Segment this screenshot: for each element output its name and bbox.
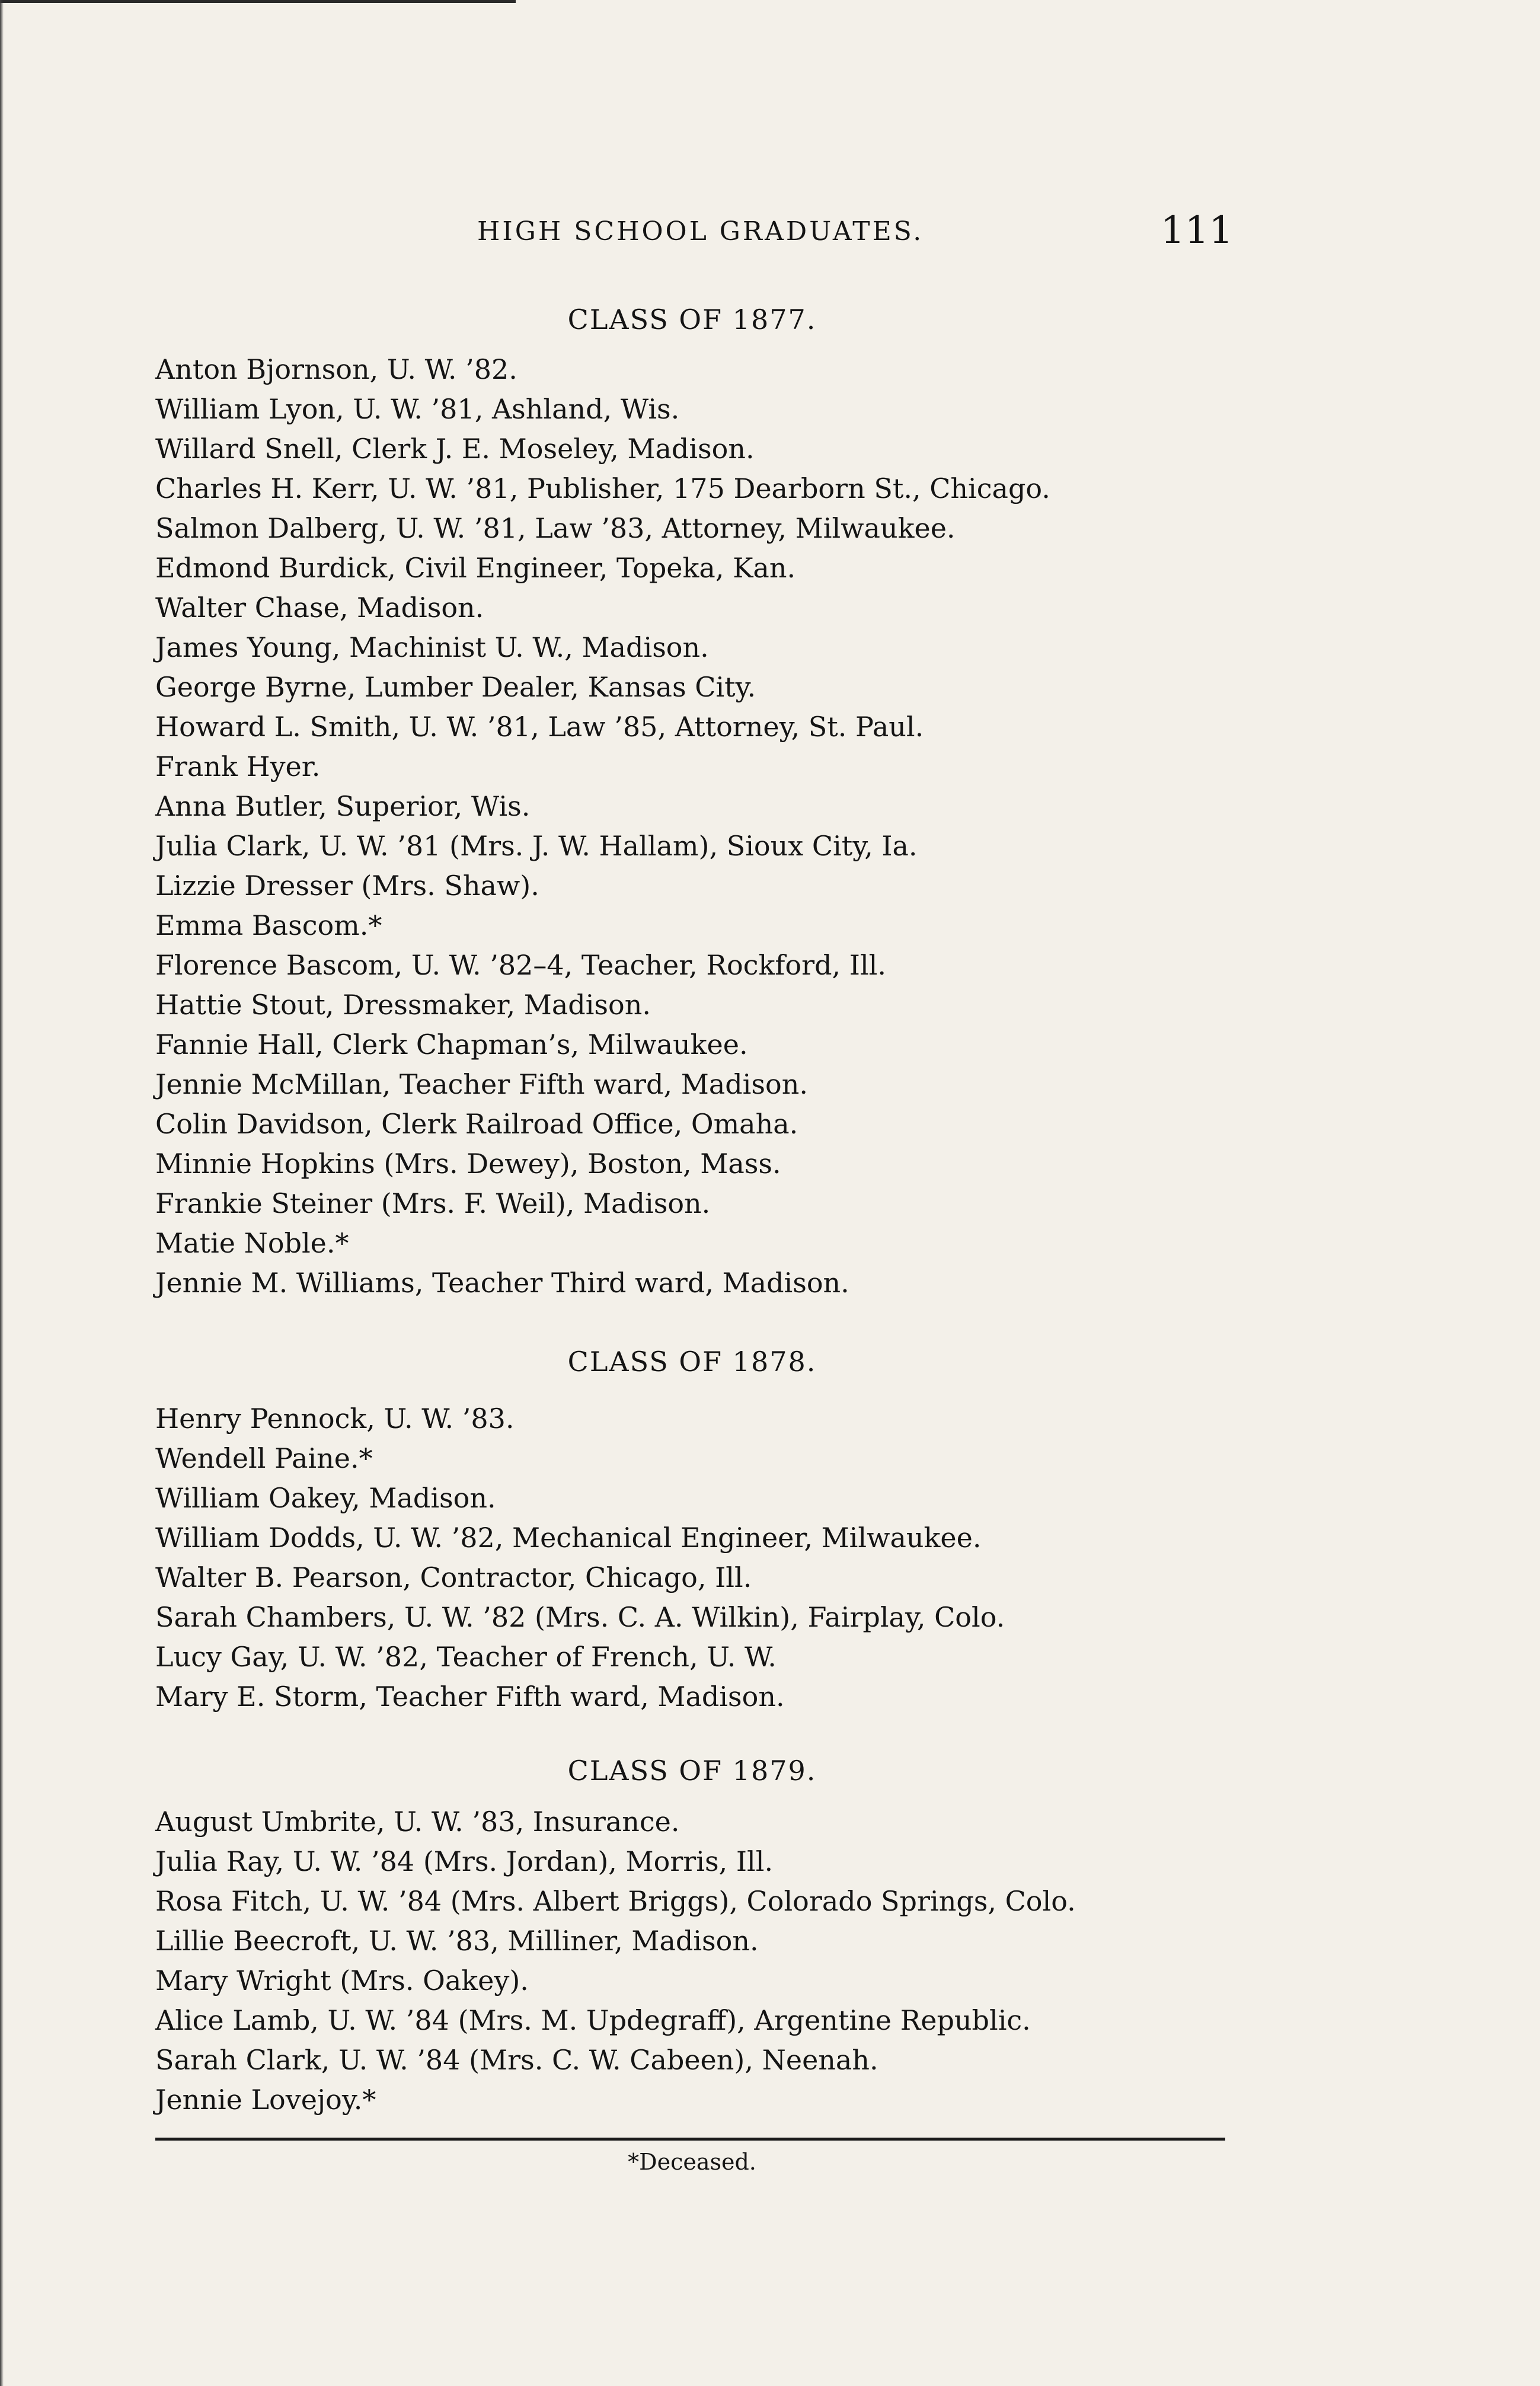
graduate-entry: Alice Lamb, U. W. ’84 (Mrs. M. Updegraff), Argentine Republic.: [155, 2004, 1031, 2036]
graduate-entry: William Dodds, U. W. ’82, Mechanical Engineer, Milwaukee.: [155, 1522, 982, 1554]
graduate-entry: Henry Pennock, U. W. ’83.: [155, 1403, 515, 1435]
graduate-entry: Wendell Paine.*: [155, 1442, 373, 1474]
graduate-entry: William Oakey, Madison.: [155, 1482, 496, 1514]
graduate-entry: Sarah Clark, U. W. ’84 (Mrs. C. W. Cabeen), Neenah.: [155, 2044, 878, 2076]
footnote-rule: [155, 2138, 1225, 2141]
graduate-entry: Frank Hyer.: [155, 750, 321, 782]
graduate-entry: Sarah Chambers, U. W. ’82 (Mrs. C. A. Wilkin), Fairplay, Colo.: [155, 1601, 1005, 1633]
graduate-entry: Colin Davidson, Clerk Railroad Office, Omaha.: [155, 1108, 798, 1140]
graduate-entry: Anna Butler, Superior, Wis.: [155, 790, 531, 822]
page-edge-shadow-top: [0, 0, 516, 3]
graduate-list-1878: [155, 1399, 1005, 1717]
graduate-entry: Howard L. Smith, U. W. ’81, Law ’85, Attorney, St. Paul.: [155, 711, 924, 743]
graduate-entry: Salmon Dalberg, U. W. ’81, Law ’83, Attorney, Milwaukee.: [155, 512, 956, 544]
graduate-list-1879: [155, 1802, 1076, 2120]
graduate-entry: Jennie M. Williams, Teacher Third ward, Madison.: [155, 1267, 849, 1299]
page-number: 111: [1161, 209, 1234, 253]
graduate-entry: August Umbrite, U. W. ’83, Insurance.: [155, 1806, 680, 1838]
graduate-entry: Matie Noble.*: [155, 1227, 349, 1259]
graduate-entry: Mary E. Storm, Teacher Fifth ward, Madison.: [155, 1681, 785, 1713]
section-title-class-1878: CLASS OF 1878.: [567, 1346, 817, 1378]
graduate-entry: Walter Chase, Madison.: [155, 592, 484, 624]
running-head: HIGH SCHOOL GRADUATES.: [477, 216, 924, 247]
graduate-entry: Rosa Fitch, U. W. ’84 (Mrs. Albert Briggs), Colorado Springs, Colo.: [155, 1885, 1076, 1917]
graduate-entry: Florence Bascom, U. W. ’82–4, Teacher, Rockford, Ill.: [155, 949, 886, 981]
graduate-entry: Lillie Beecroft, U. W. ’83, Milliner, Madison.: [155, 1925, 759, 1957]
graduate-entry: Julia Clark, U. W. ’81 (Mrs. J. W. Hallam), Sioux City, Ia.: [155, 830, 918, 862]
graduate-entry: Julia Ray, U. W. ’84 (Mrs. Jordan), Morris, Ill.: [155, 1845, 774, 1877]
graduate-entry: Hattie Stout, Dressmaker, Madison.: [155, 989, 651, 1021]
section-title-class-1879: CLASS OF 1879.: [567, 1755, 817, 1787]
graduate-entry: Frankie Steiner (Mrs. F. Weil), Madison.: [155, 1187, 711, 1219]
graduate-entry: Jennie Lovejoy.*: [155, 2084, 376, 2116]
graduate-entry: Lucy Gay, U. W. ’82, Teacher of French, U. W.: [155, 1641, 777, 1673]
graduate-entry: Minnie Hopkins (Mrs. Dewey), Boston, Mass.: [155, 1148, 781, 1180]
graduate-entry: Emma Bascom.*: [155, 909, 382, 941]
footnote-deceased: *Deceased.: [628, 2149, 756, 2175]
graduate-entry: Mary Wright (Mrs. Oakey).: [155, 1965, 529, 1997]
graduate-entry: Fannie Hall, Clerk Chapman’s, Milwaukee.: [155, 1028, 748, 1061]
graduate-entry: George Byrne, Lumber Dealer, Kansas City.: [155, 671, 756, 703]
graduate-entry: Charles H. Kerr, U. W. ’81, Publisher, 175 Dearborn St., Chicago.: [155, 472, 1050, 504]
section-title-class-1877: CLASS OF 1877.: [567, 304, 817, 336]
graduate-entry: James Young, Machinist U. W., Madison.: [155, 631, 709, 663]
graduate-entry: Lizzie Dresser (Mrs. Shaw).: [155, 870, 539, 902]
graduate-entry: Willard Snell, Clerk J. E. Moseley, Madison.: [155, 433, 755, 465]
graduate-entry: Edmond Burdick, Civil Engineer, Topeka, Kan.: [155, 552, 796, 584]
page-edge-shadow-left: [0, 0, 4, 2386]
graduate-entry: William Lyon, U. W. ’81, Ashland, Wis.: [155, 393, 680, 425]
graduate-entry: Jennie McMillan, Teacher Fifth ward, Madison.: [155, 1068, 808, 1100]
graduate-entry: Anton Bjornson, U. W. ’82.: [155, 353, 517, 385]
graduate-list-1877: [155, 350, 1050, 1303]
graduate-entry: Walter B. Pearson, Contractor, Chicago, Ill.: [155, 1561, 752, 1593]
